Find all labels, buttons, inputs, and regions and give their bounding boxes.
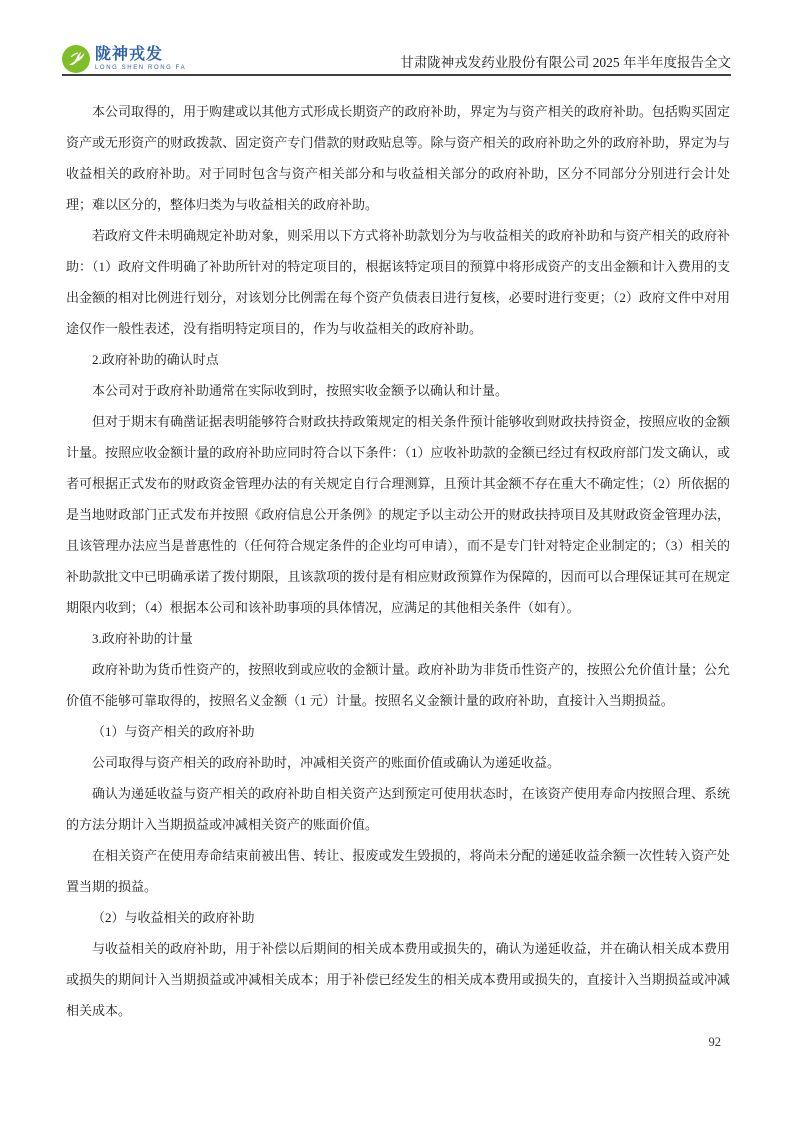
paragraph: 与收益相关的政府补助，用于补偿以后期间的相关成本费用或损失的，确认为递延收益，并在确认相关成本费用或损失的期间计入当期损益或冲减相关成本；用于补偿已经发生的相关成本费用或损失的，直接计入当期损益或冲减相关成本。 <box>66 941 730 1018</box>
paragraph: 若政府文件未明确规定补助对象，则采用以下方式将补助款划分为与收益相关的政府补助和与资产相关的政府补助：（1）政府文件明确了补助所针对的特定项目的，根据该特定项目的预算中将形成资产的支出金额和计入费用的支出金额的相对比例进行划分，对该划分比例需在每个资产负债表日进行复核，必要时进行变更；（2）政府文件中对用途仅作一般性表述，没有指明特定项目的，作为与收益相关的政府补助。 <box>66 228 730 336</box>
document-body <box>66 96 730 1026</box>
paragraph: 政府补助为货币性资产的，按照收到或应收的金额计量。政府补助为非货币性资产的，按照公允价值计量；公允价值不能够可靠取得的，按照名义金额（1 元）计量。按照名义金额计量的政府补助，直接计入当期损益。 <box>66 662 730 708</box>
company-logo-subtext: LONG SHEN RONG FA <box>95 65 187 71</box>
page-number: 92 <box>708 1035 721 1049</box>
paragraph: 但对于期末有确凿证据表明能够符合财政扶持政策规定的相关条件预计能够收到财政扶持资金，按照应收的金额计量。按照应收金额计量的政府补助应同时符合以下条件：（1）应收补助款的金额已经过有权政府部门发文确认，或者可根据正式发布的财政资金管理办法的有关规定自行合理测算，且预计其金额不存在重大不确定性；（2）所依据的是当地财政部门正式发布并按照《政府信息公开条例》的规定予以主动公开的财政扶持项目及其财政资金管理办法，且该管理办法应当是普惠性的（任何符合规定条件的企业均可申请），而不是专门针对特定企业制定的；（3）相关的补助款批文中已明确承诺了拨付期限，且该款项的拨付是有相应财政预算作为保障的，因而可以合理保证其可在规定期限内收到；（4）根据本公司和该补助事项的具体情况，应满足的其他相关条件（如有）。 <box>66 414 730 615</box>
section-heading: 3.政府补助的计量 <box>92 631 193 646</box>
section-heading: 2.政府补助的确认时点 <box>92 352 219 367</box>
paragraph: 本公司取得的，用于购建或以其他方式形成长期资产的政府补助，界定为与资产相关的政府补助。包括购买固定资产或无形资产的财政拨款、固定资产专门借款的财政贴息等。除与资产相关的政府补助之外的政府补助，界定为与收益相关的政府补助。对于同时包含与资产相关部分和与收益相关部分的政府补助，区分不同部分分别进行会计处理；难以区分的，整体归类为与收益相关的政府补助。 <box>66 104 730 212</box>
company-logo <box>62 45 186 74</box>
sub-section-heading: （1）与资产相关的政府补助 <box>92 724 255 739</box>
page-header <box>62 42 731 76</box>
paragraph: 公司取得与资产相关的政府补助时，冲减相关资产的账面价值或确认为递延收益。 <box>92 755 561 770</box>
paragraph: 本公司对于政府补助通常在实际收到时，按照实收金额予以确认和计量。 <box>92 383 509 398</box>
sub-section-heading: （2）与收益相关的政府补助 <box>92 910 255 925</box>
paragraph: 在相关资产在使用寿命结束前被出售、转让、报废或发生毁损的，将尚未分配的递延收益余额一次性转入资产处置当期的损益。 <box>66 848 730 894</box>
report-header-title: 甘肃陇神戎发药业股份有限公司 2025 年半年度报告全文 <box>400 55 731 70</box>
paragraph: 确认为递延收益与资产相关的政府补助自相关资产达到预定可使用状态时，在该资产使用寿命内按照合理、系统的方法分期计入当期损益或冲减相关资产的账面价值。 <box>66 786 730 832</box>
company-logo-name: 陇神戎发 <box>95 46 164 63</box>
company-logo-text <box>95 47 186 71</box>
company-logo-icon <box>62 45 90 73</box>
